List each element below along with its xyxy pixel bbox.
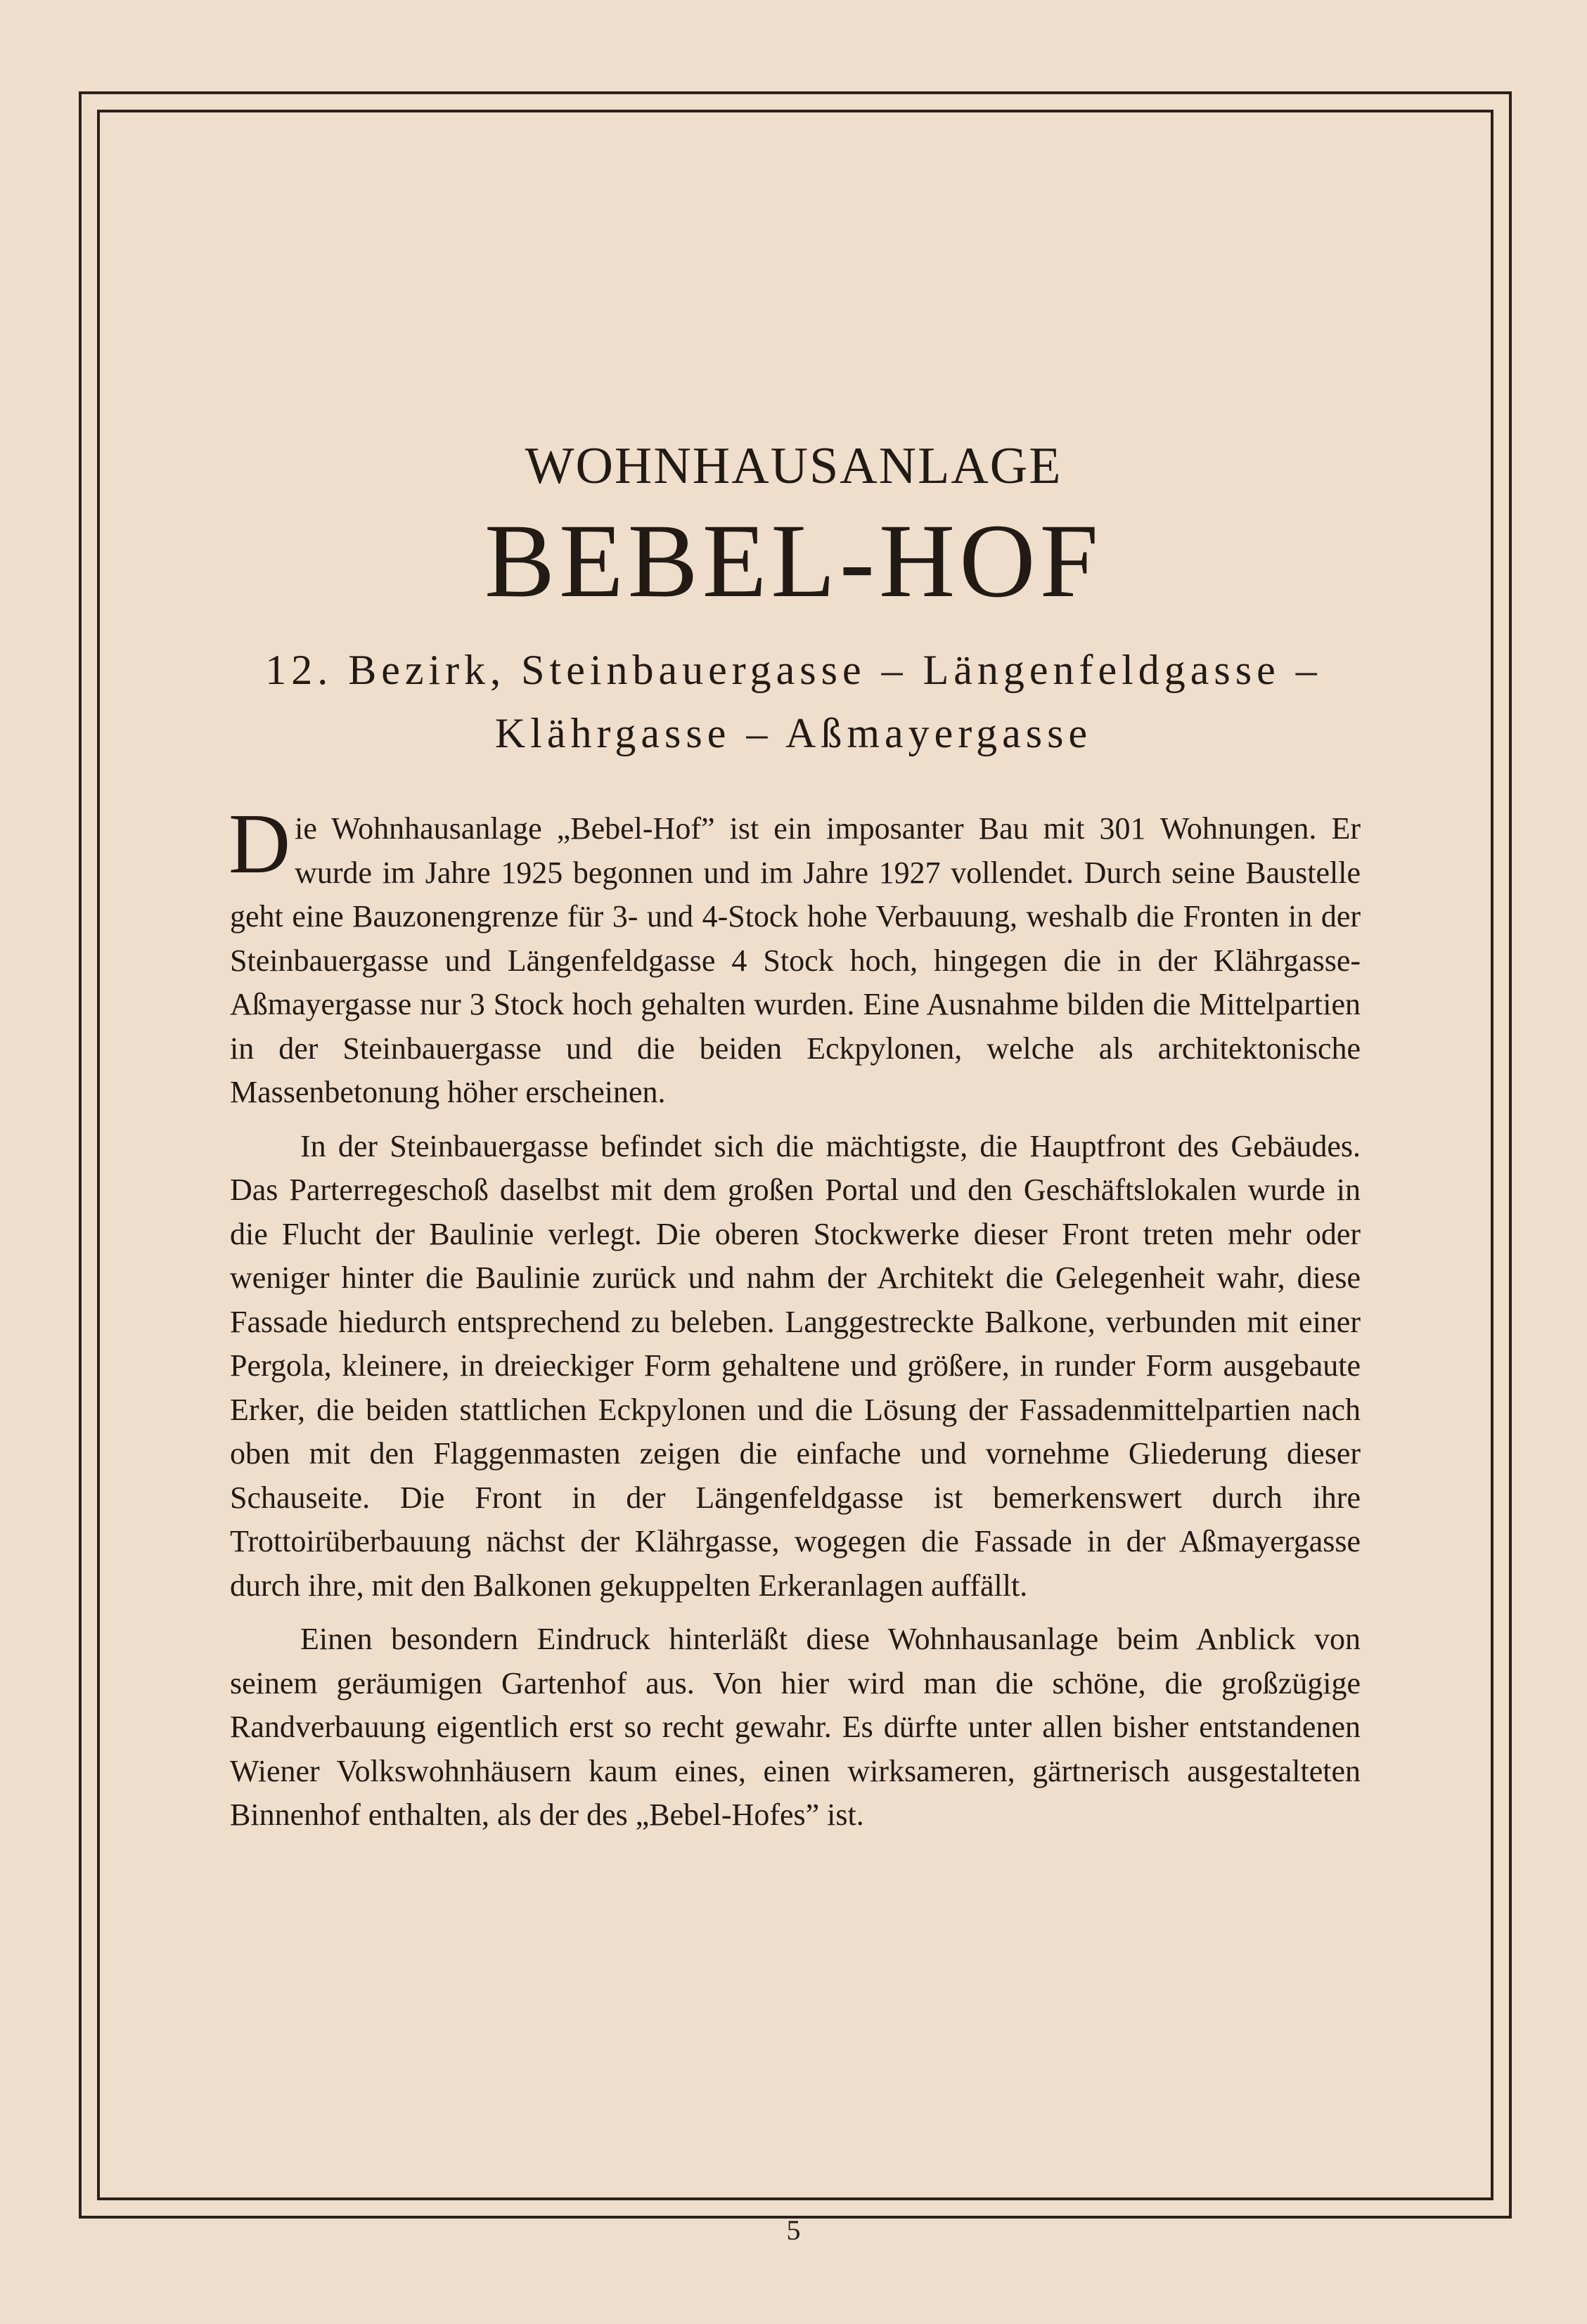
address-line-2: Klährgasse – Aßmayergasse: [494, 710, 1093, 756]
address-line-1: 12. Bezirk, Steinbauergasse – Längenfeldgasse –: [265, 647, 1322, 693]
address-block: [0, 638, 1587, 765]
paragraph-3: Einen besondern Eindruck hinterläßt diese Wohnhausanlage beim Anblick von seinem geräumigen Gartenhof aus. Von hier wird man die schöne, die großzügige Randverbauung eigentlich erst so recht gewahr. Es dürfte unter allen bisher entstandenen Wiener Volkswohnhäusern kaum eines, einen wirksameren, gärtnerisch ausgestalteten Binnenhof enthalten, als der des „Bebel-Hofes” ist.: [230, 1622, 1361, 1832]
paragraph-2: In der Steinbauergasse befindet sich die mächtigste, die Hauptfront des Gebäudes. Das Parterregeschoß daselbst mit dem großen Portal und den Geschäftslokalen wurde in die Flucht der Baulinie verlegt. Die oberen Stockwerke dieser Front treten mehr oder weniger hinter die Baulinie zurück und nahm der Architekt die Gelegenheit wahr, diese Fassade hiedurch entsprechend zu beleben. Langgestreckte Balkone, verbunden mit einer Pergola, kleinere, in dreieckiger Form gehaltene und größere, in runder Form ausgebaute Erker, die beiden stattlichen Eckpylonen und die Lösung der Fassadenmittelpartien nach oben mit den Flaggenmasten zeigen die einfache und vornehme Gliederung dieser Schauseite. Die Front in der Längenfeldgasse ist bemerkenswert durch ihre Trottoirüberbauung nächst der Klährgasse, wogegen die Fassade in der Aßmayergasse durch ihre, mit den Balkonen gekuppelten Erkeranlagen auffällt.: [230, 1128, 1361, 1603]
body-text: [229, 796, 1361, 1847]
paragraph-1: [229, 796, 1361, 1115]
page-number: 5: [786, 2214, 801, 2246]
page-title: BEBEL-HOF: [484, 503, 1103, 619]
paragraph-1-text: ie Wohnhausanlage „Bebel-Hof” ist ein imposanter Bau mit 301 Wohnungen. Er wurde im Jahre 1925 begonnen und im Jahre 1927 vollendet. Durch seine Baustelle geht eine Bauzonengrenze für 3- und 4-Stock hohe Verbauung, weshalb die Fronten in der Steinbauergasse und Längenfeldgasse 4 Stock hoch, hingegen die in der Klährgasse-Aßmayergasse nur 3 Stock hoch gehalten wurden. Eine Ausnahme bilden die Mittelpartien in der Steinbauergasse und die beiden Eckpylonen, welche als architektonische Massenbetonung höher erscheinen.: [230, 811, 1361, 1109]
heading-kicker: WOHNHAUSANLAGE: [525, 437, 1062, 495]
drop-cap: D: [229, 796, 291, 891]
